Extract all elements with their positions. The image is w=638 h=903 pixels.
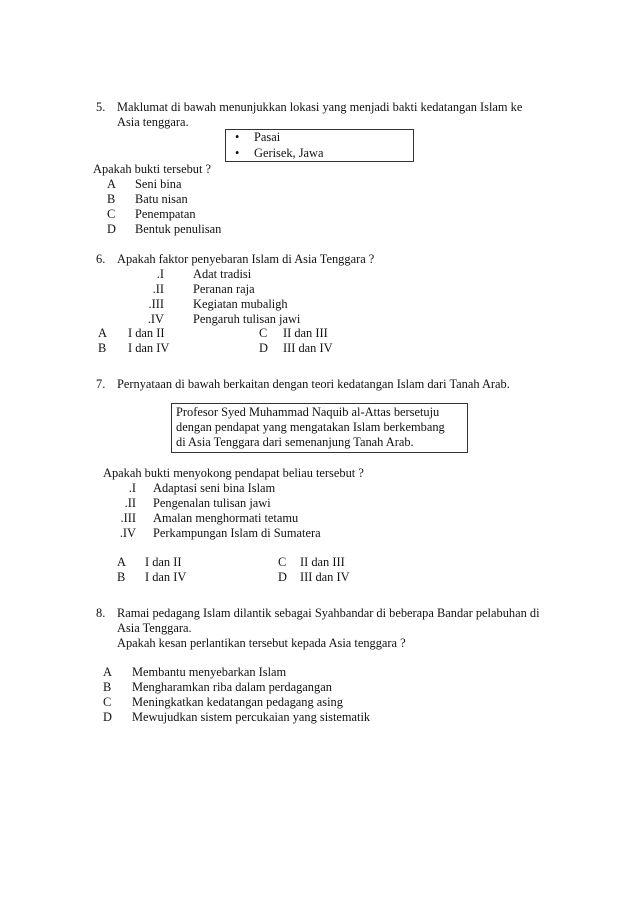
option-letter: A xyxy=(103,665,112,679)
question-number: 6. xyxy=(96,252,106,266)
question-number: 7. xyxy=(96,377,106,391)
box-line: di Asia Tenggara dari semenanjung Tanah Arab. xyxy=(176,435,414,449)
option-letter: B xyxy=(98,341,107,355)
question-prompt: Apakah kesan perlantikan tersebut kepada Asia tenggara ? xyxy=(117,636,406,650)
box-line: Profesor Syed Muhammad Naquib al-Attas bersetuju xyxy=(176,405,440,419)
box-line: dengan pendapat yang mengatakan Islam berkembang xyxy=(176,420,445,434)
statement-text: Peranan raja xyxy=(193,282,255,296)
option-text: I dan II xyxy=(145,555,182,569)
option-letter: C xyxy=(107,207,116,221)
option-text: I dan II xyxy=(128,326,165,340)
option-text: I dan IV xyxy=(145,570,187,584)
statement-text: Adaptasi seni bina Islam xyxy=(153,481,276,495)
option-text: III dan IV xyxy=(300,570,350,584)
option-text: Batu nisan xyxy=(135,192,188,206)
question-stem: Maklumat di bawah menunjukkan lokasi yang menjadi bakti kedatangan Islam ke xyxy=(117,100,523,114)
option-text: III dan IV xyxy=(283,341,333,355)
option-text: II dan III xyxy=(283,326,328,340)
statement-text: Perkampungan Islam di Sumatera xyxy=(153,526,321,540)
bullet-icon: • xyxy=(235,146,240,160)
statement-text: Amalan menghormati tetamu xyxy=(153,511,299,525)
question-prompt: Apakah bukti tersebut ? xyxy=(93,162,212,176)
question-stem: Asia Tenggara. xyxy=(117,621,192,635)
question-number: 8. xyxy=(96,606,106,620)
bullet-icon: • xyxy=(235,130,240,144)
option-text: Mewujudkan sistem percukaian yang sistematik xyxy=(132,710,371,724)
option-letter: D xyxy=(103,710,112,724)
option-letter: B xyxy=(107,192,116,206)
question-number: 5. xyxy=(96,100,106,114)
option-letter: A xyxy=(98,326,107,340)
question-stem: Asia tenggara. xyxy=(117,115,189,129)
statement-text: Adat tradisi xyxy=(193,267,252,281)
question-stem: Pernyataan di bawah berkaitan dengan teori kedatangan Islam dari Tanah Arab. xyxy=(117,377,510,391)
question-stem: Ramai pedagang Islam dilantik sebagai Syahbandar di beberapa Bandar pelabuhan di xyxy=(117,606,540,620)
statement-text: Kegiatan mubaligh xyxy=(193,297,288,311)
option-letter: B xyxy=(117,570,126,584)
option-text: Meningkatkan kedatangan pedagang asing xyxy=(132,695,343,709)
box-item: Gerisek, Jawa xyxy=(254,146,324,160)
option-text: Penempatan xyxy=(135,207,196,221)
option-letter: C xyxy=(259,326,268,340)
option-letter: C xyxy=(103,695,112,709)
option-text: Bentuk penulisan xyxy=(135,222,222,236)
question-stem: Apakah faktor penyebaran Islam di Asia Tenggara ? xyxy=(117,252,375,266)
option-letter: B xyxy=(103,680,112,694)
option-letter: D xyxy=(259,341,268,355)
question-prompt: Apakah bukti menyokong pendapat beliau tersebut ? xyxy=(103,466,364,480)
option-text: Membantu menyebarkan Islam xyxy=(132,665,287,679)
statement-text: Pengaruh tulisan jawi xyxy=(193,312,301,326)
option-letter: C xyxy=(278,555,287,569)
option-letter: D xyxy=(278,570,287,584)
option-text: II dan III xyxy=(300,555,345,569)
option-text: Seni bina xyxy=(135,177,182,191)
option-letter: A xyxy=(107,177,116,191)
box-item: Pasai xyxy=(254,130,281,144)
option-letter: D xyxy=(107,222,116,236)
option-letter: A xyxy=(117,555,126,569)
option-text: I dan IV xyxy=(128,341,170,355)
statement-text: Pengenalan tulisan jawi xyxy=(153,496,271,510)
option-text: Mengharamkan riba dalam perdagangan xyxy=(132,680,332,694)
